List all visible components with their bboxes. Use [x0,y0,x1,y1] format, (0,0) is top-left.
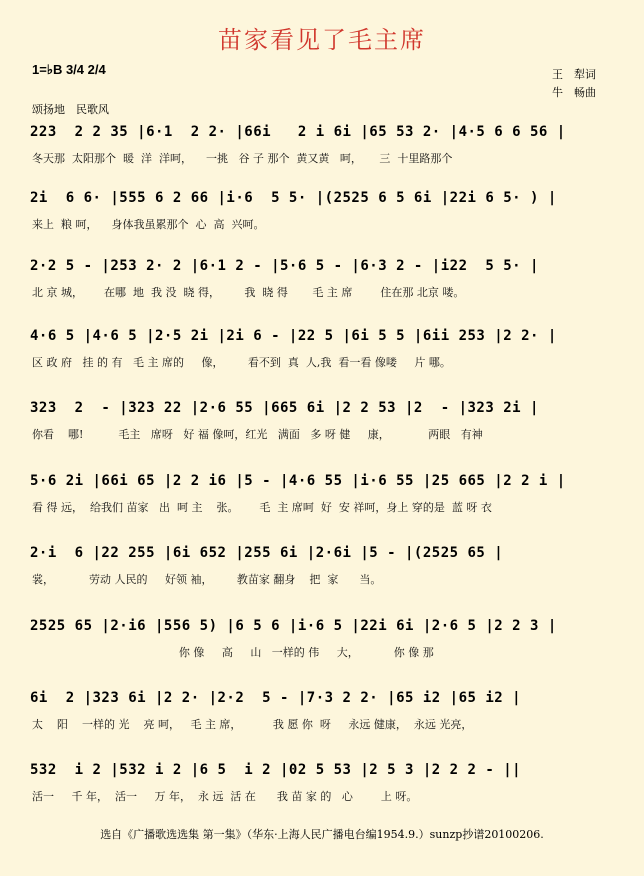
source-note: 选自《广播歌选选集 第一集》（华东·上海人民广播电台编1954.9.）sunzp抄谱20100206. [100,828,544,841]
performance-style: 颂扬地 民歌风 [32,103,109,116]
lyrics-line: 太 阳 一样的 光 亮 呵， 毛 主 席， 我 愿 你 呀 永远 健康， 永远 光亮， [32,718,473,731]
lyrics-line: 冬天那 太阳那个 暖 洋 洋呵， 一挑 谷 子 那个 黄又黄 呵， 三 十里路那个 [32,152,453,165]
lyricist-credit: 王 犁词 [552,68,596,81]
lyrics-line: 你看 哪! 毛主 席呀 好 福 像呵，红光 满面 多 呀 健 康， 两眼 有神 [32,428,483,441]
lyrics-line: 你 像 高 山 一样的 伟 大， 你 像 那 [32,646,434,659]
notation-line: 323 2 - |323 22 |2·6 55 |665 6i |2 2 53 |2 - |323 2i | [30,400,539,416]
song-title: 苗家看见了毛主席 [218,26,426,54]
key-signature: 1=♭B 3/4 2/4 [32,62,106,77]
notation-line: 4·6 5 |4·6 5 |2·5 2i |2i 6 - |22 5 |6i 5 5 |6ii 253 |2 2· | [30,328,557,344]
lyrics-line: 活一 千 年， 活一 万 年， 永 远 活 在 我 苗 家 的 心 上 呀。 [32,790,418,803]
lyrics-line: 看 得 远， 给我们 苗家 出 呵 主 张。 毛 主 席呵 好 安 祥呵，身上 穿的是 蓝 呀 衣 [32,501,492,514]
notation-line: 6i 2 |323 6i |2 2· |2·2 5 - |7·3 2 2· |65 i2 |65 i2 | [30,690,522,706]
notation-line: 2i 6 6· |555 6 2 66 |i·6 5 5· |(2525 6 5 6i |22i 6 5· ) | [30,190,557,206]
notation-line: 2·2 5 - |253 2· 2 |6·1 2 - |5·6 5 - |6·3 2 - |i22 5 5· | [30,258,539,274]
notation-line: 2525 65 |2·i6 |556 5) |6 5 6 |i·6 5 |22i 6i |2·6 5 |2 2 3 | [30,618,557,634]
lyrics-line: 来上 粮 呵， 身体我虽累那个 心 高 兴呵。 [32,218,265,231]
notation-line: 223 2 2 35 |6·1 2 2· |66i 2 i 6i |65 53 2· |4·5 6 6 56 | [30,124,566,140]
lyrics-line: 区 政 府 挂 的 有 毛 主 席的 像， 看不到 真 人,我 看一看 像喽 片 哪。 [32,356,451,369]
lyrics-line: 裳， 劳动 人民的 好领 袖， 教苗家 翻身 把 家 当。 [32,573,382,586]
lyrics-line: 北 京 城， 在哪 地 我 没 晓 得， 我 晓 得 毛 主 席 住在那 北京 喽。 [32,286,465,299]
notation-line: 5·6 2i |66i 65 |2 2 i6 |5 - |4·6 55 |i·6 55 |25 665 |2 2 i | [30,473,566,489]
composer-credit: 牛 畅曲 [552,86,596,99]
notation-line: 532 i 2 |532 i 2 |6 5 i 2 |02 5 53 |2 5 3 |2 2 2 - || [30,762,522,778]
notation-line: 2·i 6 |22 255 |6i 652 |255 6i |2·6i |5 - |(2525 65 | [30,545,504,561]
